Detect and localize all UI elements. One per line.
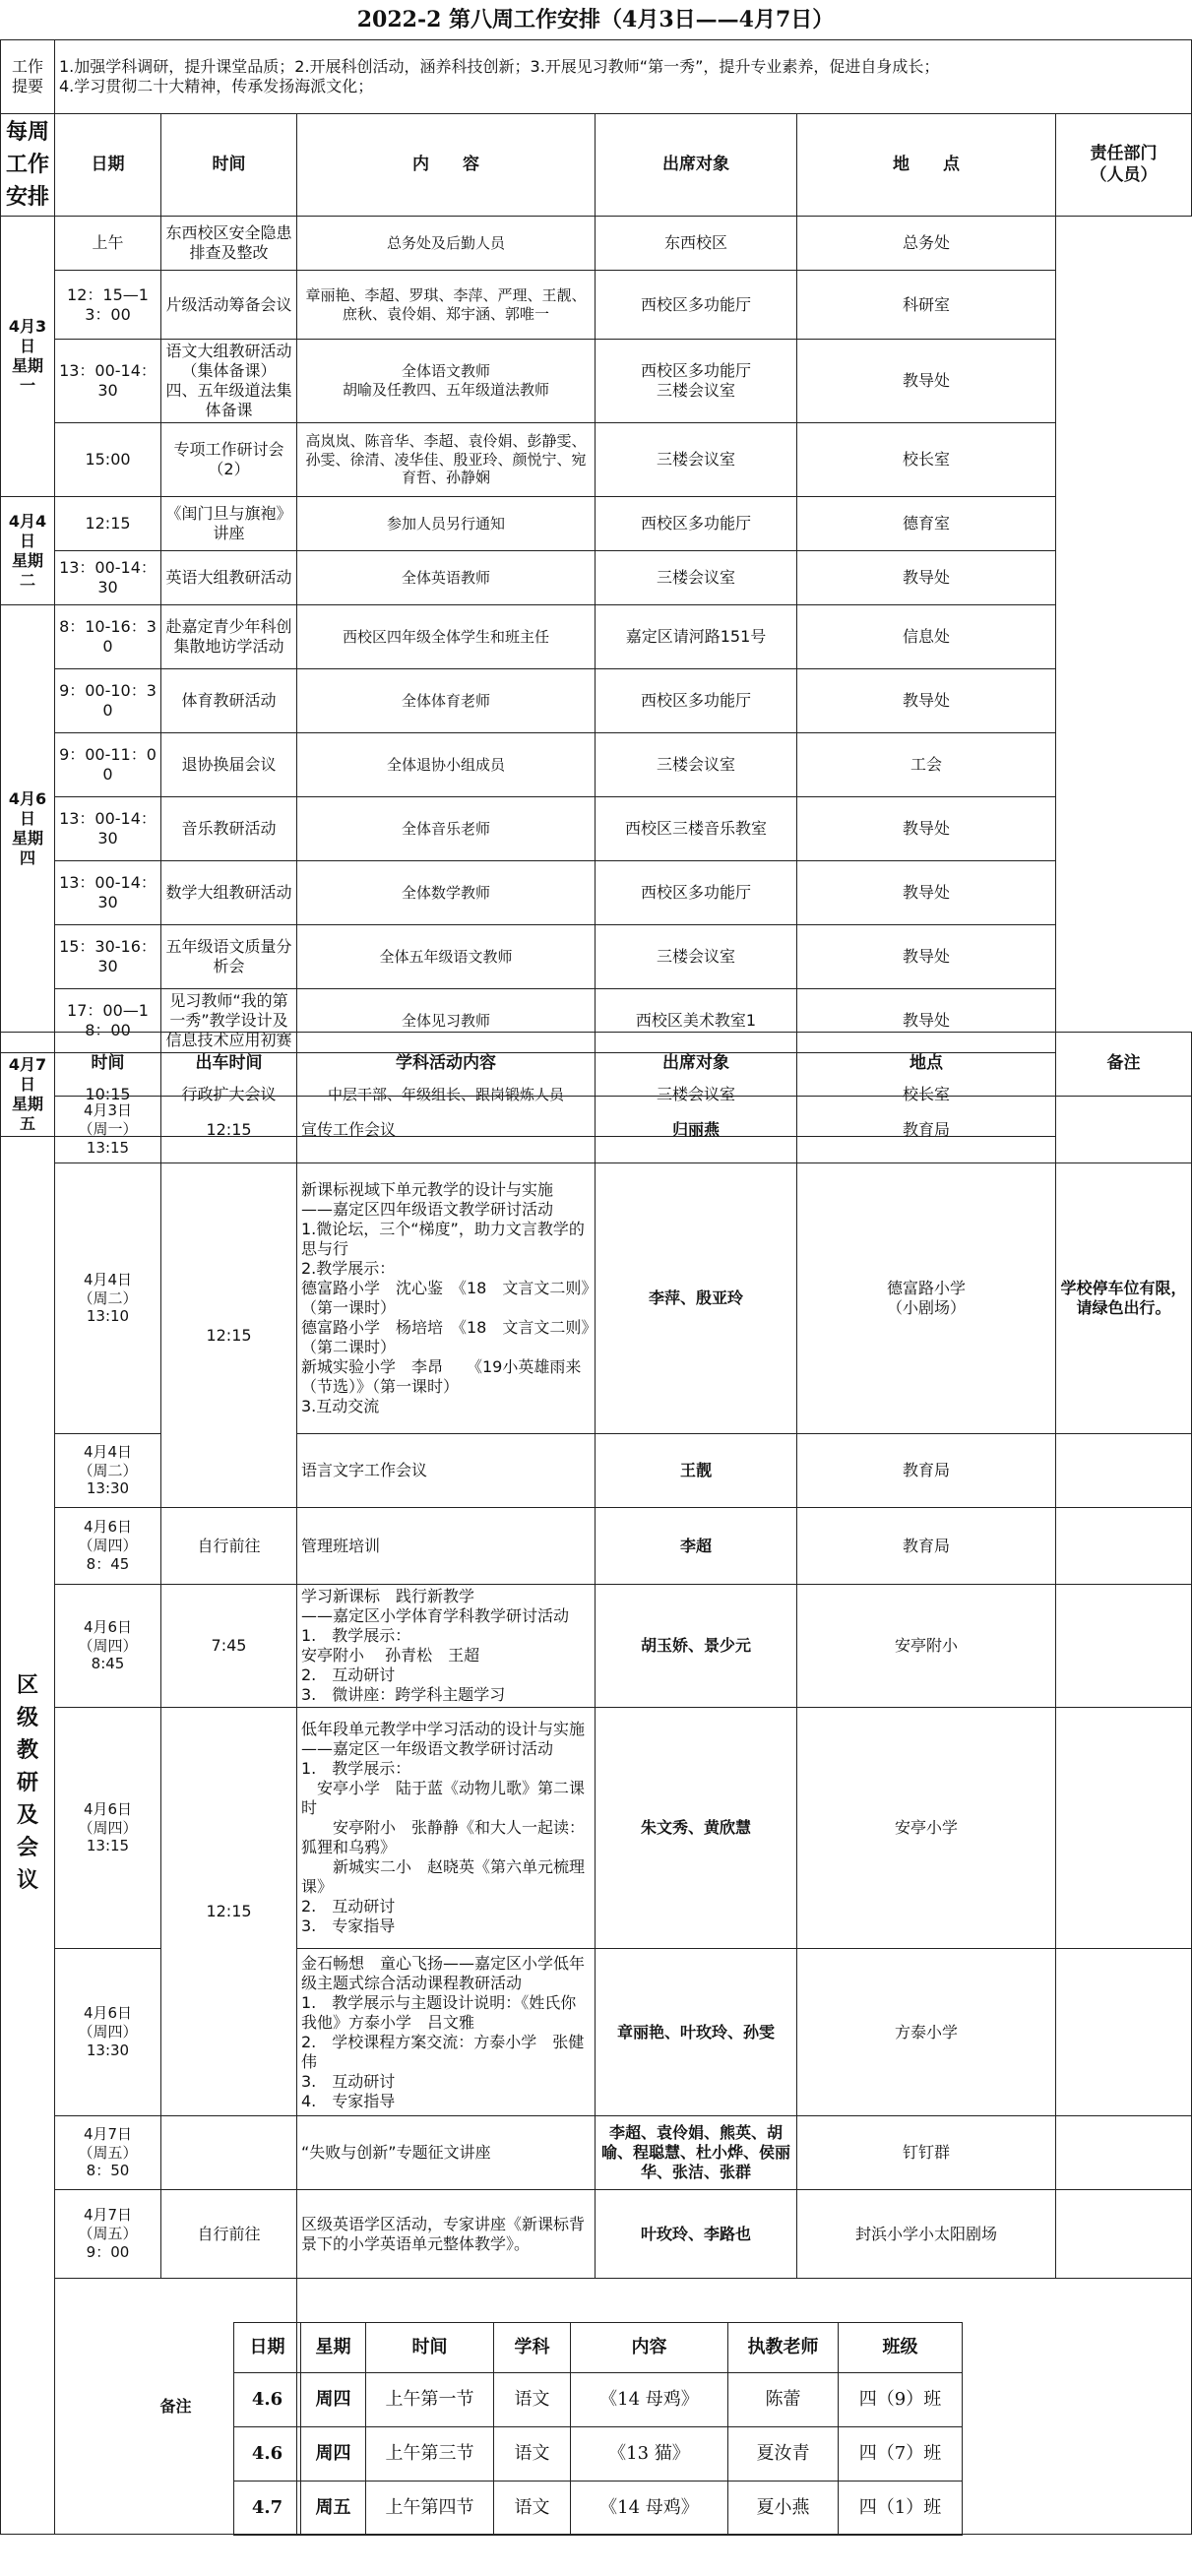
location-cell: 三楼会议室 <box>596 423 797 497</box>
lesson-cell: 陈蕾 <box>728 2373 839 2427</box>
lesson-header-cell: 内容 <box>571 2323 728 2373</box>
col-header-location: 地 点 <box>797 114 1056 217</box>
weekly-row <box>1 797 1192 861</box>
dept-cell: 教导处 <box>797 861 1056 925</box>
bus-time-cell: 7:45 <box>161 1585 297 1708</box>
weekly-row <box>1 217 1192 271</box>
content-cell: 见习教师“我的第一秀”教学设计及信息技术应用初赛 <box>161 989 297 1053</box>
attendees-cell: 全体退协小组成员 <box>297 733 596 797</box>
lesson-cell: 四（1）班 <box>839 2482 963 2536</box>
lesson-header-cell: 日期 <box>234 2323 301 2373</box>
time-cell: 8：10-16：30 <box>55 605 161 669</box>
lesson-cell: 上午第三节 <box>366 2427 494 2482</box>
remark-cell-empty <box>1056 2190 1192 2279</box>
dept-cell: 教导处 <box>797 340 1056 423</box>
weekly-row <box>1 669 1192 733</box>
time-cell: 10:15 <box>55 1053 161 1137</box>
remark-cell-empty <box>1056 1708 1192 1949</box>
work-summary-label: 工作 提要 <box>1 40 55 114</box>
lesson-cell: 上午第一节 <box>366 2373 494 2427</box>
content-cell: 退协换届会议 <box>161 733 297 797</box>
lesson-header-cell: 时间 <box>366 2323 494 2373</box>
lesson-cell: 4.6 <box>234 2427 301 2482</box>
district-content-cell: 新课标视域下单元教学的设计与实施 ——嘉定区四年级语文教学研讨活动 1.微论坛，三个“梯度”，助力文言教学的思与行 2.教学展示： 德富路小学 沈心鉴 《18 文言文二则》（第一课时） 德富路小学 杨培培 《18 文言文二则》（第二课时） 新城实验小学 李昂 《19小英雄雨来（节选）》（第一课时） 3.互动交流 <box>297 1163 596 1434</box>
lesson-cell: 夏汝青 <box>728 2427 839 2482</box>
district-header-row <box>1 1033 1192 1097</box>
lesson-cell: 语文 <box>494 2373 571 2427</box>
time-cell: 9：00-10：30 <box>55 669 161 733</box>
district-attendees-cell: 李超 <box>596 1508 797 1585</box>
district-content-cell: 低年段单元教学中学习活动的设计与实施 ——嘉定区一年级语文教学研讨活动 1. 教学展示： 安亭小学 陆于蓝《动物儿歌》第二课时 安亭附小 张静静《和大人一起读：狐狸和乌鸦》 新城实二小 赵晓英《第六单元梳理课》 2. 互动研讨 3. 专家指导 <box>297 1708 596 1949</box>
lesson-header-cell: 班级 <box>839 2323 963 2373</box>
district-time-cell: 4月6日 （周四） 8：45 <box>55 1508 161 1585</box>
dept-cell: 校长室 <box>797 423 1056 497</box>
weekly-row <box>1 340 1192 423</box>
remark-cell-empty <box>1056 1097 1192 1163</box>
location-cell: 西校区美术教室1 <box>596 989 797 1053</box>
district-attendees-cell: 归丽燕 <box>596 1097 797 1163</box>
day-cell: 4月7日 星期五 <box>1 1053 55 1137</box>
day-cell: 4月4日 星期二 <box>1 497 55 605</box>
district-attendees-cell: 李萍、殷亚玲 <box>596 1163 797 1434</box>
location-cell: 三楼会议室 <box>596 551 797 605</box>
col-header-date: 日期 <box>55 114 161 217</box>
district-header-activity-content: 学科活动内容 <box>297 1033 596 1097</box>
lesson-row <box>234 2373 963 2427</box>
district-attendees-cell: 朱文秀、黄欣慧 <box>596 1708 797 1949</box>
time-cell: 上午 <box>55 217 161 271</box>
district-location-cell: 钉钉群 <box>797 2116 1056 2190</box>
lesson-cell: 周五 <box>301 2482 366 2536</box>
dept-cell: 工会 <box>797 733 1056 797</box>
district-content-cell: 管理班培训 <box>297 1508 596 1585</box>
bus-time-cell: 自行前往 <box>161 2190 297 2279</box>
lesson-cell: 《14 母鸡》 <box>571 2482 728 2536</box>
district-row <box>1 2190 1192 2279</box>
bus-time-cell: 12:15 <box>161 1163 297 1508</box>
district-location-cell: 教育局 <box>797 1097 1056 1163</box>
dept-cell: 教导处 <box>797 551 1056 605</box>
attendees-cell: 总务处及后勤人员 <box>297 217 596 271</box>
time-cell: 15：30-16：30 <box>55 925 161 989</box>
weekly-row <box>1 423 1192 497</box>
location-cell: 西校区多功能厅 <box>596 497 797 551</box>
time-cell: 13：00-14：30 <box>55 551 161 605</box>
district-content-cell: 金石畅想 童心飞扬——嘉定区小学低年级主题式综合活动课程教研活动 1. 教学展示与主题设计说明：《姓氏你我他》方泰小学 吕文雅 2. 学校课程方案交流：方泰小学 张健伟 3. 互动研讨 4. 专家指导 <box>297 1949 596 2116</box>
content-cell: 专项工作研讨会（2） <box>161 423 297 497</box>
district-attendees-cell: 李超、袁伶娟、熊英、胡喻、程聪慧、杜小烨、侯丽华、张洁、张群 <box>596 2116 797 2190</box>
public-lesson-table <box>233 2322 963 2536</box>
page-title: 2022-2 第八周工作安排（4月3日——4月7日） <box>356 7 835 32</box>
bus-time-cell <box>161 2116 297 2190</box>
district-header-time: 时间 <box>55 1033 161 1097</box>
district-location-cell: 教育局 <box>797 1508 1056 1585</box>
district-row <box>1 1585 1192 1708</box>
district-section-label: 区 级 教 研 及 会 议 <box>1 1033 55 2535</box>
lesson-cell: 语文 <box>494 2427 571 2482</box>
district-time-cell: 4月7日 （周五） 8：50 <box>55 2116 161 2190</box>
district-content-cell: 宣传工作会议 <box>297 1097 596 1163</box>
location-cell: 西校区多功能厅 <box>596 669 797 733</box>
location-cell: 三楼会议室 <box>596 1053 797 1137</box>
lesson-cell: 夏小燕 <box>728 2482 839 2536</box>
lesson-header-cell: 星期 <box>301 2323 366 2373</box>
district-location-cell: 安亭小学 <box>797 1708 1056 1949</box>
district-meetings-table <box>0 1032 1192 2535</box>
attendees-cell: 全体见习教师 <box>297 989 596 1053</box>
content-cell: 五年级语文质量分析会 <box>161 925 297 989</box>
remark-cell: 学校停车位有限，请绿色出行。 <box>1056 1163 1192 1434</box>
location-cell: 三楼会议室 <box>596 733 797 797</box>
district-time-cell: 4月4日 （周二） 13:10 <box>55 1163 161 1434</box>
bus-time-cell: 12:15 <box>161 1097 297 1163</box>
attendees-cell: 全体五年级语文教师 <box>297 925 596 989</box>
lesson-cell: 周四 <box>301 2427 366 2482</box>
district-location-cell: 安亭附小 <box>797 1585 1056 1708</box>
attendees-cell: 全体英语教师 <box>297 551 596 605</box>
col-header-attendees: 出席对象 <box>596 114 797 217</box>
district-time-cell: 4月6日 （周四） 13:15 <box>55 1708 161 1949</box>
bus-time-cell: 12:15 <box>161 1708 297 2116</box>
location-cell: 西校区多功能厅 <box>596 271 797 340</box>
remark-cell-empty <box>1056 2116 1192 2190</box>
lesson-cell: 四（7）班 <box>839 2427 963 2482</box>
district-row <box>1 1508 1192 1585</box>
content-cell: 体育教研活动 <box>161 669 297 733</box>
content-cell: 赴嘉定青少年科创集散地访学活动 <box>161 605 297 669</box>
weekly-section-label: 每周 工作 安排 <box>1 114 55 217</box>
lesson-row <box>234 2482 963 2536</box>
work-summary-table <box>0 39 1192 114</box>
weekly-row <box>1 605 1192 669</box>
weekly-row <box>1 733 1192 797</box>
content-cell: 语文大组教研活动 （集体备课） 四、五年级道法集体备课 <box>161 340 297 423</box>
district-header-remark: 备注 <box>1056 1033 1192 1097</box>
weekly-row <box>1 925 1192 989</box>
col-header-dept: 责任部门 （人员） <box>1056 114 1192 217</box>
lesson-cell: 《13 猫》 <box>571 2427 728 2482</box>
attendees-cell: 全体数学教师 <box>297 861 596 925</box>
lesson-cell: 语文 <box>494 2482 571 2536</box>
time-cell: 12:15 <box>55 497 161 551</box>
time-cell: 12：15—13：00 <box>55 271 161 340</box>
dept-cell: 教导处 <box>797 797 1056 861</box>
lesson-header-cell: 执教老师 <box>728 2323 839 2373</box>
remark-cell-empty <box>1056 1508 1192 1585</box>
location-cell: 三楼会议室 <box>596 925 797 989</box>
district-row <box>1 2116 1192 2190</box>
lesson-cell: 《14 母鸡》 <box>571 2373 728 2427</box>
dept-cell: 教导处 <box>797 989 1056 1053</box>
district-attendees-cell: 王靓 <box>596 1434 797 1508</box>
district-attendees-cell: 胡玉娇、景少元 <box>596 1585 797 1708</box>
col-header-content: 内 容 <box>297 114 596 217</box>
col-header-time: 时间 <box>161 114 297 217</box>
district-row <box>1 1163 1192 1434</box>
weekly-row <box>1 271 1192 340</box>
district-location-cell: 方泰小学 <box>797 1949 1056 2116</box>
content-cell: 东西校区安全隐患排查及整改 <box>161 217 297 271</box>
attendees-cell: 中层干部、年级组长、跟岗锻炼人员 <box>297 1053 596 1137</box>
bus-time-cell: 自行前往 <box>161 1508 297 1585</box>
lesson-row <box>234 2427 963 2482</box>
location-cell: 西校区多功能厅 <box>596 861 797 925</box>
district-attendees-cell: 章丽艳、叶玫玲、孙雯 <box>596 1949 797 2116</box>
weekly-row <box>1 861 1192 925</box>
lesson-cell: 四（9）班 <box>839 2373 963 2427</box>
time-cell: 15:00 <box>55 423 161 497</box>
dept-cell: 校长室 <box>797 1053 1056 1137</box>
time-cell: 13：00-14：30 <box>55 797 161 861</box>
attendees-cell: 参加人员另行通知 <box>297 497 596 551</box>
time-cell: 13：00-14：30 <box>55 861 161 925</box>
district-header-bus-time: 出车时间 <box>161 1033 297 1097</box>
lesson-header-cell: 学科 <box>494 2323 571 2373</box>
district-content-cell: 语言文字工作会议 <box>297 1434 596 1508</box>
lesson-cell: 4.7 <box>234 2482 301 2536</box>
district-row <box>1 1097 1192 1163</box>
weekly-row <box>1 551 1192 605</box>
remark-cell-empty <box>1056 1434 1192 1508</box>
attendees-cell: 全体音乐老师 <box>297 797 596 861</box>
attendees-cell: 高岚岚、陈音华、李超、袁伶娟、彭静雯、孙雯、徐清、凌华佳、殷亚玲、颜悦宁、宛育哲、孙静娴 <box>297 423 596 497</box>
location-cell: 嘉定区请河路151号 <box>596 605 797 669</box>
district-location-cell: 教育局 <box>797 1434 1056 1508</box>
content-cell: 音乐教研活动 <box>161 797 297 861</box>
location-cell: 西校区三楼音乐教室 <box>596 797 797 861</box>
attendees-cell: 章丽艳、李超、罗琪、李萍、严理、王靓、庶秋、袁伶娟、郑宇涵、郭唯一 <box>297 271 596 340</box>
work-summary-text: 1.加强学科调研，提升课堂品质；2.开展科创活动，涵养科技创新；3.开展见习教师“第一秀”，提升专业素养，促进自身成长； 4.学习贯彻二十大精神，传承发扬海派文化； <box>55 40 1192 114</box>
content-cell: 《闺门旦与旗袍》 讲座 <box>161 497 297 551</box>
district-time-cell: 4月4日 （周二） 13:30 <box>55 1434 161 1508</box>
dept-cell: 信息处 <box>797 605 1056 669</box>
district-content-cell: “失败与创新”专题征文讲座 <box>297 2116 596 2190</box>
lesson-cell: 上午第四节 <box>366 2482 494 2536</box>
time-cell: 17：00—18：00 <box>55 989 161 1053</box>
content-cell: 片级活动筹备会议 <box>161 271 297 340</box>
time-cell: 13：00-14：30 <box>55 340 161 423</box>
dept-cell: 科研室 <box>797 271 1056 340</box>
district-header-location: 地点 <box>797 1033 1056 1097</box>
dept-cell: 教导处 <box>797 925 1056 989</box>
day-cell: 4月6日 星期四 <box>1 605 55 1053</box>
weekly-row <box>1 497 1192 551</box>
weekly-schedule-table <box>0 113 1192 1137</box>
attendees-cell: 西校区四年级全体学生和班主任 <box>297 605 596 669</box>
content-cell: 数学大组教研活动 <box>161 861 297 925</box>
district-location-cell: 封浜小学小太阳剧场 <box>797 2190 1056 2279</box>
district-location-cell: 德富路小学 （小剧场） <box>797 1163 1056 1434</box>
district-time-cell: 4月7日 （周五） 9：00 <box>55 2190 161 2279</box>
district-time-cell: 4月3日 （周一） 13:15 <box>55 1097 161 1163</box>
district-attendees-cell: 叶玫玲、李路也 <box>596 2190 797 2279</box>
remark-cell-empty <box>1056 1949 1192 2116</box>
time-cell: 9：00-11：00 <box>55 733 161 797</box>
dept-cell: 总务处 <box>797 217 1056 271</box>
day-cell: 4月3日 星期一 <box>1 217 55 497</box>
attendees-cell: 全体语文教师 胡喻及任教四、五年级道法教师 <box>297 340 596 423</box>
notes-label: 备注 <box>55 2279 297 2535</box>
attendees-cell: 全体体育老师 <box>297 669 596 733</box>
content-cell: 英语大组教研活动 <box>161 551 297 605</box>
location-cell: 东西校区 <box>596 217 797 271</box>
district-header-attendees: 出席对象 <box>596 1033 797 1097</box>
dept-cell: 教导处 <box>797 669 1056 733</box>
district-time-cell: 4月6日 （周四） 13:30 <box>55 1949 161 2116</box>
location-cell: 西校区多功能厅 三楼会议室 <box>596 340 797 423</box>
lesson-cell: 周四 <box>301 2373 366 2427</box>
district-content-cell: 学习新课标 践行新教学 ——嘉定区小学体育学科教学研讨活动 1. 教学展示： 安亭附小 孙青松 王超 2. 互动研讨 3. 微讲座：跨学科主题学习 <box>297 1585 596 1708</box>
content-cell: 行政扩大会议 <box>161 1053 297 1137</box>
district-content-cell: 区级英语学区活动，专家讲座《新课标背景下的小学英语单元整体教学》。 <box>297 2190 596 2279</box>
remark-cell-empty <box>1056 1585 1192 1708</box>
district-time-cell: 4月6日 （周四） 8:45 <box>55 1585 161 1708</box>
lesson-cell: 4.6 <box>234 2373 301 2427</box>
lesson-header-row <box>234 2323 963 2373</box>
dept-cell: 德育室 <box>797 497 1056 551</box>
district-row <box>1 1708 1192 1949</box>
